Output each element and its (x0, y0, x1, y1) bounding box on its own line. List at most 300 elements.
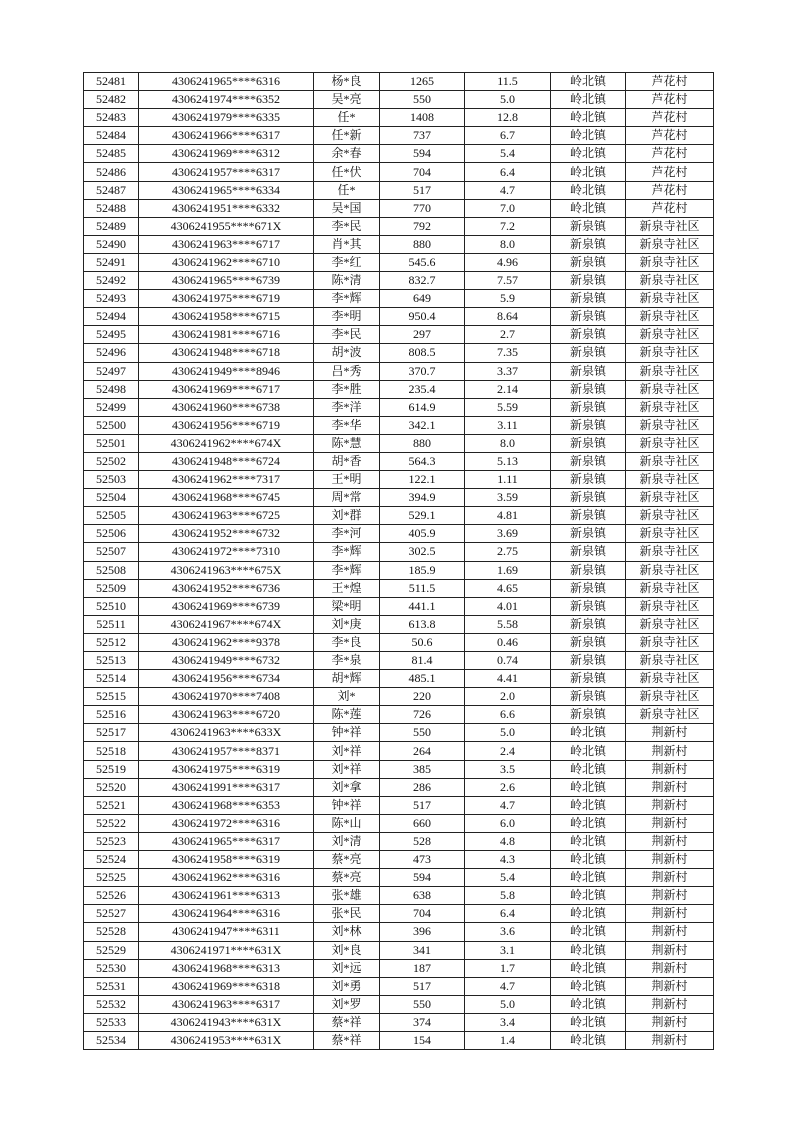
id-number-cell: 4306241972****6316 (139, 814, 314, 832)
table-row (84, 977, 714, 995)
name-cell: 刘* (314, 688, 380, 706)
row-number-cell: 52489 (84, 217, 139, 235)
table-row (84, 380, 714, 398)
name-cell: 李*辉 (314, 561, 380, 579)
village-cell: 新泉寺社区 (626, 253, 714, 271)
village-cell: 新泉寺社区 (626, 326, 714, 344)
village-cell: 新泉寺社区 (626, 308, 714, 326)
value-cell: 4.96 (465, 253, 551, 271)
id-number-cell: 4306241962****6316 (139, 869, 314, 887)
town-cell: 岭北镇 (551, 959, 626, 977)
amount-cell: 808.5 (380, 344, 465, 362)
town-cell: 新泉镇 (551, 416, 626, 434)
id-number-cell: 4306241963****6720 (139, 706, 314, 724)
amount-cell: 302.5 (380, 543, 465, 561)
id-number-cell: 4306241969****6739 (139, 597, 314, 615)
row-number-cell: 52486 (84, 163, 139, 181)
amount-cell: 517 (380, 181, 465, 199)
amount-cell: 341 (380, 941, 465, 959)
row-number-cell: 52484 (84, 127, 139, 145)
table-row (84, 235, 714, 253)
village-cell: 新泉寺社区 (626, 416, 714, 434)
id-number-cell: 4306241965****6334 (139, 181, 314, 199)
amount-cell: 396 (380, 923, 465, 941)
value-cell: 0.46 (465, 633, 551, 651)
id-number-cell: 4306241975****6719 (139, 290, 314, 308)
village-cell: 荆新村 (626, 832, 714, 850)
value-cell: 5.8 (465, 887, 551, 905)
town-cell: 新泉镇 (551, 398, 626, 416)
name-cell: 周*常 (314, 489, 380, 507)
value-cell: 8.64 (465, 308, 551, 326)
id-number-cell: 4306241956****6719 (139, 416, 314, 434)
id-number-cell: 4306241957****6317 (139, 163, 314, 181)
name-cell: 肖*其 (314, 235, 380, 253)
village-cell: 荆新村 (626, 923, 714, 941)
table-row (84, 579, 714, 597)
table-row (84, 217, 714, 235)
value-cell: 2.75 (465, 543, 551, 561)
town-cell: 岭北镇 (551, 742, 626, 760)
town-cell: 岭北镇 (551, 923, 626, 941)
amount-cell: 342.1 (380, 416, 465, 434)
town-cell: 新泉镇 (551, 561, 626, 579)
value-cell: 7.35 (465, 344, 551, 362)
row-number-cell: 52515 (84, 688, 139, 706)
row-number-cell: 52492 (84, 272, 139, 290)
row-number-cell: 52485 (84, 145, 139, 163)
table-row (84, 778, 714, 796)
row-number-cell: 52529 (84, 941, 139, 959)
table-row (84, 543, 714, 561)
amount-cell: 394.9 (380, 489, 465, 507)
data-table (83, 72, 714, 1050)
row-number-cell: 52482 (84, 91, 139, 109)
town-cell: 岭北镇 (551, 1013, 626, 1031)
value-cell: 6.0 (465, 814, 551, 832)
name-cell: 钟*祥 (314, 724, 380, 742)
value-cell: 4.01 (465, 597, 551, 615)
village-cell: 芦花村 (626, 163, 714, 181)
amount-cell: 594 (380, 145, 465, 163)
row-number-cell: 52533 (84, 1013, 139, 1031)
village-cell: 荆新村 (626, 851, 714, 869)
village-cell: 新泉寺社区 (626, 597, 714, 615)
town-cell: 新泉镇 (551, 543, 626, 561)
town-cell: 新泉镇 (551, 290, 626, 308)
value-cell: 4.81 (465, 507, 551, 525)
row-number-cell: 52528 (84, 923, 139, 941)
table-row (84, 253, 714, 271)
row-number-cell: 52518 (84, 742, 139, 760)
name-cell: 吴*国 (314, 199, 380, 217)
amount-cell: 550 (380, 724, 465, 742)
amount-cell: 441.1 (380, 597, 465, 615)
table-row (84, 290, 714, 308)
value-cell: 5.0 (465, 724, 551, 742)
table-row (84, 362, 714, 380)
town-cell: 新泉镇 (551, 308, 626, 326)
town-cell: 新泉镇 (551, 615, 626, 633)
village-cell: 新泉寺社区 (626, 652, 714, 670)
amount-cell: 50.6 (380, 633, 465, 651)
village-cell: 新泉寺社区 (626, 688, 714, 706)
town-cell: 岭北镇 (551, 869, 626, 887)
id-number-cell: 4306241952****6732 (139, 525, 314, 543)
row-number-cell: 52527 (84, 905, 139, 923)
name-cell: 任*新 (314, 127, 380, 145)
table-body (84, 73, 714, 1050)
table-row (84, 615, 714, 633)
amount-cell: 517 (380, 977, 465, 995)
village-cell: 新泉寺社区 (626, 217, 714, 235)
row-number-cell: 52516 (84, 706, 139, 724)
row-number-cell: 52490 (84, 235, 139, 253)
town-cell: 新泉镇 (551, 688, 626, 706)
value-cell: 4.7 (465, 181, 551, 199)
table-row (84, 995, 714, 1013)
village-cell: 荆新村 (626, 778, 714, 796)
row-number-cell: 52508 (84, 561, 139, 579)
name-cell: 刘*远 (314, 959, 380, 977)
row-number-cell: 52494 (84, 308, 139, 326)
value-cell: 1.4 (465, 1031, 551, 1049)
row-number-cell: 52522 (84, 814, 139, 832)
row-number-cell: 52526 (84, 887, 139, 905)
town-cell: 新泉镇 (551, 326, 626, 344)
row-number-cell: 52507 (84, 543, 139, 561)
village-cell: 新泉寺社区 (626, 489, 714, 507)
row-number-cell: 52501 (84, 434, 139, 452)
village-cell: 芦花村 (626, 145, 714, 163)
id-number-cell: 4306241970****7408 (139, 688, 314, 706)
row-number-cell: 52525 (84, 869, 139, 887)
id-number-cell: 4306241960****6738 (139, 398, 314, 416)
table-row (84, 923, 714, 941)
village-cell: 荆新村 (626, 760, 714, 778)
amount-cell: 187 (380, 959, 465, 977)
name-cell: 张*雄 (314, 887, 380, 905)
amount-cell: 545.6 (380, 253, 465, 271)
name-cell: 陈*慧 (314, 434, 380, 452)
table-row (84, 471, 714, 489)
table-row (84, 814, 714, 832)
amount-cell: 660 (380, 814, 465, 832)
town-cell: 岭北镇 (551, 778, 626, 796)
amount-cell: 564.3 (380, 452, 465, 470)
row-number-cell: 52502 (84, 452, 139, 470)
row-number-cell: 52514 (84, 670, 139, 688)
value-cell: 6.7 (465, 127, 551, 145)
town-cell: 岭北镇 (551, 977, 626, 995)
table-row (84, 597, 714, 615)
amount-cell: 374 (380, 1013, 465, 1031)
town-cell: 新泉镇 (551, 452, 626, 470)
table-row (84, 887, 714, 905)
value-cell: 5.0 (465, 995, 551, 1013)
row-number-cell: 52524 (84, 851, 139, 869)
village-cell: 新泉寺社区 (626, 272, 714, 290)
table-row (84, 507, 714, 525)
table-row (84, 525, 714, 543)
row-number-cell: 52495 (84, 326, 139, 344)
name-cell: 刘*祥 (314, 760, 380, 778)
village-cell: 荆新村 (626, 995, 714, 1013)
amount-cell: 770 (380, 199, 465, 217)
value-cell: 2.6 (465, 778, 551, 796)
value-cell: 7.57 (465, 272, 551, 290)
id-number-cell: 4306241975****6319 (139, 760, 314, 778)
amount-cell: 154 (380, 1031, 465, 1049)
amount-cell: 704 (380, 163, 465, 181)
amount-cell: 529.1 (380, 507, 465, 525)
town-cell: 新泉镇 (551, 507, 626, 525)
table-row (84, 489, 714, 507)
village-cell: 荆新村 (626, 941, 714, 959)
table-row (84, 199, 714, 217)
row-number-cell: 52532 (84, 995, 139, 1013)
name-cell: 刘*罗 (314, 995, 380, 1013)
row-number-cell: 52496 (84, 344, 139, 362)
id-number-cell: 4306241966****6317 (139, 127, 314, 145)
village-cell: 新泉寺社区 (626, 615, 714, 633)
value-cell: 3.11 (465, 416, 551, 434)
name-cell: 李*辉 (314, 543, 380, 561)
row-number-cell: 52523 (84, 832, 139, 850)
id-number-cell: 4306241963****6717 (139, 235, 314, 253)
name-cell: 任*伏 (314, 163, 380, 181)
id-number-cell: 4306241968****6353 (139, 796, 314, 814)
amount-cell: 473 (380, 851, 465, 869)
value-cell: 1.11 (465, 471, 551, 489)
id-number-cell: 4306241943****631X (139, 1013, 314, 1031)
row-number-cell: 52505 (84, 507, 139, 525)
amount-cell: 185.9 (380, 561, 465, 579)
id-number-cell: 4306241974****6352 (139, 91, 314, 109)
village-cell: 芦花村 (626, 181, 714, 199)
table-row (84, 796, 714, 814)
name-cell: 李*洋 (314, 398, 380, 416)
value-cell: 3.5 (465, 760, 551, 778)
town-cell: 岭北镇 (551, 181, 626, 199)
row-number-cell: 52500 (84, 416, 139, 434)
id-number-cell: 4306241949****8946 (139, 362, 314, 380)
table-row (84, 452, 714, 470)
value-cell: 5.59 (465, 398, 551, 416)
id-number-cell: 4306241948****6718 (139, 344, 314, 362)
town-cell: 岭北镇 (551, 145, 626, 163)
table-row (84, 724, 714, 742)
id-number-cell: 4306241958****6319 (139, 851, 314, 869)
row-number-cell: 52521 (84, 796, 139, 814)
amount-cell: 638 (380, 887, 465, 905)
amount-cell: 286 (380, 778, 465, 796)
value-cell: 6.4 (465, 905, 551, 923)
id-number-cell: 4306241961****6313 (139, 887, 314, 905)
village-cell: 荆新村 (626, 959, 714, 977)
value-cell: 5.4 (465, 869, 551, 887)
id-number-cell: 4306241953****631X (139, 1031, 314, 1049)
village-cell: 新泉寺社区 (626, 380, 714, 398)
town-cell: 岭北镇 (551, 851, 626, 869)
value-cell: 2.14 (465, 380, 551, 398)
table-row (84, 706, 714, 724)
table-row (84, 109, 714, 127)
table-row (84, 163, 714, 181)
town-cell: 新泉镇 (551, 272, 626, 290)
village-cell: 新泉寺社区 (626, 452, 714, 470)
table-row (84, 905, 714, 923)
value-cell: 4.41 (465, 670, 551, 688)
town-cell: 岭北镇 (551, 724, 626, 742)
id-number-cell: 4306241971****631X (139, 941, 314, 959)
amount-cell: 594 (380, 869, 465, 887)
name-cell: 李*红 (314, 253, 380, 271)
table-row (84, 941, 714, 959)
amount-cell: 613.8 (380, 615, 465, 633)
name-cell: 刘*群 (314, 507, 380, 525)
amount-cell: 737 (380, 127, 465, 145)
row-number-cell: 52488 (84, 199, 139, 217)
village-cell: 新泉寺社区 (626, 579, 714, 597)
amount-cell: 726 (380, 706, 465, 724)
town-cell: 新泉镇 (551, 362, 626, 380)
town-cell: 新泉镇 (551, 652, 626, 670)
table-row (84, 398, 714, 416)
town-cell: 岭北镇 (551, 760, 626, 778)
village-cell: 新泉寺社区 (626, 543, 714, 561)
amount-cell: 832.7 (380, 272, 465, 290)
village-cell: 新泉寺社区 (626, 525, 714, 543)
value-cell: 4.3 (465, 851, 551, 869)
town-cell: 新泉镇 (551, 597, 626, 615)
town-cell: 新泉镇 (551, 579, 626, 597)
amount-cell: 528 (380, 832, 465, 850)
id-number-cell: 4306241972****7310 (139, 543, 314, 561)
amount-cell: 122.1 (380, 471, 465, 489)
value-cell: 2.4 (465, 742, 551, 760)
table-row (84, 434, 714, 452)
row-number-cell: 52517 (84, 724, 139, 742)
row-number-cell: 52531 (84, 977, 139, 995)
amount-cell: 511.5 (380, 579, 465, 597)
name-cell: 李*华 (314, 416, 380, 434)
row-number-cell: 52504 (84, 489, 139, 507)
value-cell: 4.7 (465, 977, 551, 995)
table-row (84, 326, 714, 344)
name-cell: 刘*勇 (314, 977, 380, 995)
table-row (84, 633, 714, 651)
table-row (84, 1013, 714, 1031)
amount-cell: 792 (380, 217, 465, 235)
id-number-cell: 4306241981****6716 (139, 326, 314, 344)
id-number-cell: 4306241957****8371 (139, 742, 314, 760)
name-cell: 王*煌 (314, 579, 380, 597)
village-cell: 荆新村 (626, 1031, 714, 1049)
village-cell: 芦花村 (626, 73, 714, 91)
value-cell: 3.37 (465, 362, 551, 380)
table-row (84, 561, 714, 579)
id-number-cell: 4306241963****633X (139, 724, 314, 742)
table-row (84, 851, 714, 869)
value-cell: 5.9 (465, 290, 551, 308)
value-cell: 6.4 (465, 163, 551, 181)
table-row (84, 760, 714, 778)
name-cell: 任* (314, 109, 380, 127)
table-row (84, 127, 714, 145)
id-number-cell: 4306241965****6739 (139, 272, 314, 290)
id-number-cell: 4306241955****671X (139, 217, 314, 235)
town-cell: 岭北镇 (551, 832, 626, 850)
village-cell: 新泉寺社区 (626, 434, 714, 452)
row-number-cell: 52483 (84, 109, 139, 127)
village-cell: 荆新村 (626, 1013, 714, 1031)
row-number-cell: 52497 (84, 362, 139, 380)
id-number-cell: 4306241965****6316 (139, 73, 314, 91)
amount-cell: 880 (380, 235, 465, 253)
id-number-cell: 4306241962****7317 (139, 471, 314, 489)
row-number-cell: 52498 (84, 380, 139, 398)
name-cell: 李*明 (314, 308, 380, 326)
value-cell: 4.65 (465, 579, 551, 597)
village-cell: 荆新村 (626, 887, 714, 905)
village-cell: 新泉寺社区 (626, 507, 714, 525)
name-cell: 陈*莲 (314, 706, 380, 724)
name-cell: 蔡*祥 (314, 1031, 380, 1049)
town-cell: 岭北镇 (551, 91, 626, 109)
name-cell: 李*泉 (314, 652, 380, 670)
village-cell: 荆新村 (626, 742, 714, 760)
name-cell: 梁*明 (314, 597, 380, 615)
value-cell: 3.4 (465, 1013, 551, 1031)
table-row (84, 688, 714, 706)
name-cell: 王*明 (314, 471, 380, 489)
value-cell: 7.0 (465, 199, 551, 217)
row-number-cell: 52520 (84, 778, 139, 796)
village-cell: 新泉寺社区 (626, 471, 714, 489)
table-row (84, 416, 714, 434)
name-cell: 陈*清 (314, 272, 380, 290)
name-cell: 李*良 (314, 633, 380, 651)
row-number-cell: 52503 (84, 471, 139, 489)
town-cell: 岭北镇 (551, 941, 626, 959)
row-number-cell: 52493 (84, 290, 139, 308)
value-cell: 1.69 (465, 561, 551, 579)
value-cell: 5.4 (465, 145, 551, 163)
id-number-cell: 4306241964****6316 (139, 905, 314, 923)
village-cell: 芦花村 (626, 91, 714, 109)
id-number-cell: 4306241969****6717 (139, 380, 314, 398)
row-number-cell: 52506 (84, 525, 139, 543)
value-cell: 2.0 (465, 688, 551, 706)
row-number-cell: 52509 (84, 579, 139, 597)
amount-cell: 649 (380, 290, 465, 308)
id-number-cell: 4306241991****6317 (139, 778, 314, 796)
village-cell: 荆新村 (626, 977, 714, 995)
name-cell: 李*河 (314, 525, 380, 543)
village-cell: 新泉寺社区 (626, 561, 714, 579)
name-cell: 李*民 (314, 217, 380, 235)
table-row (84, 652, 714, 670)
id-number-cell: 4306241947****6311 (139, 923, 314, 941)
table-row (84, 869, 714, 887)
town-cell: 岭北镇 (551, 109, 626, 127)
name-cell: 余*春 (314, 145, 380, 163)
village-cell: 荆新村 (626, 796, 714, 814)
town-cell: 新泉镇 (551, 434, 626, 452)
value-cell: 7.2 (465, 217, 551, 235)
amount-cell: 1265 (380, 73, 465, 91)
